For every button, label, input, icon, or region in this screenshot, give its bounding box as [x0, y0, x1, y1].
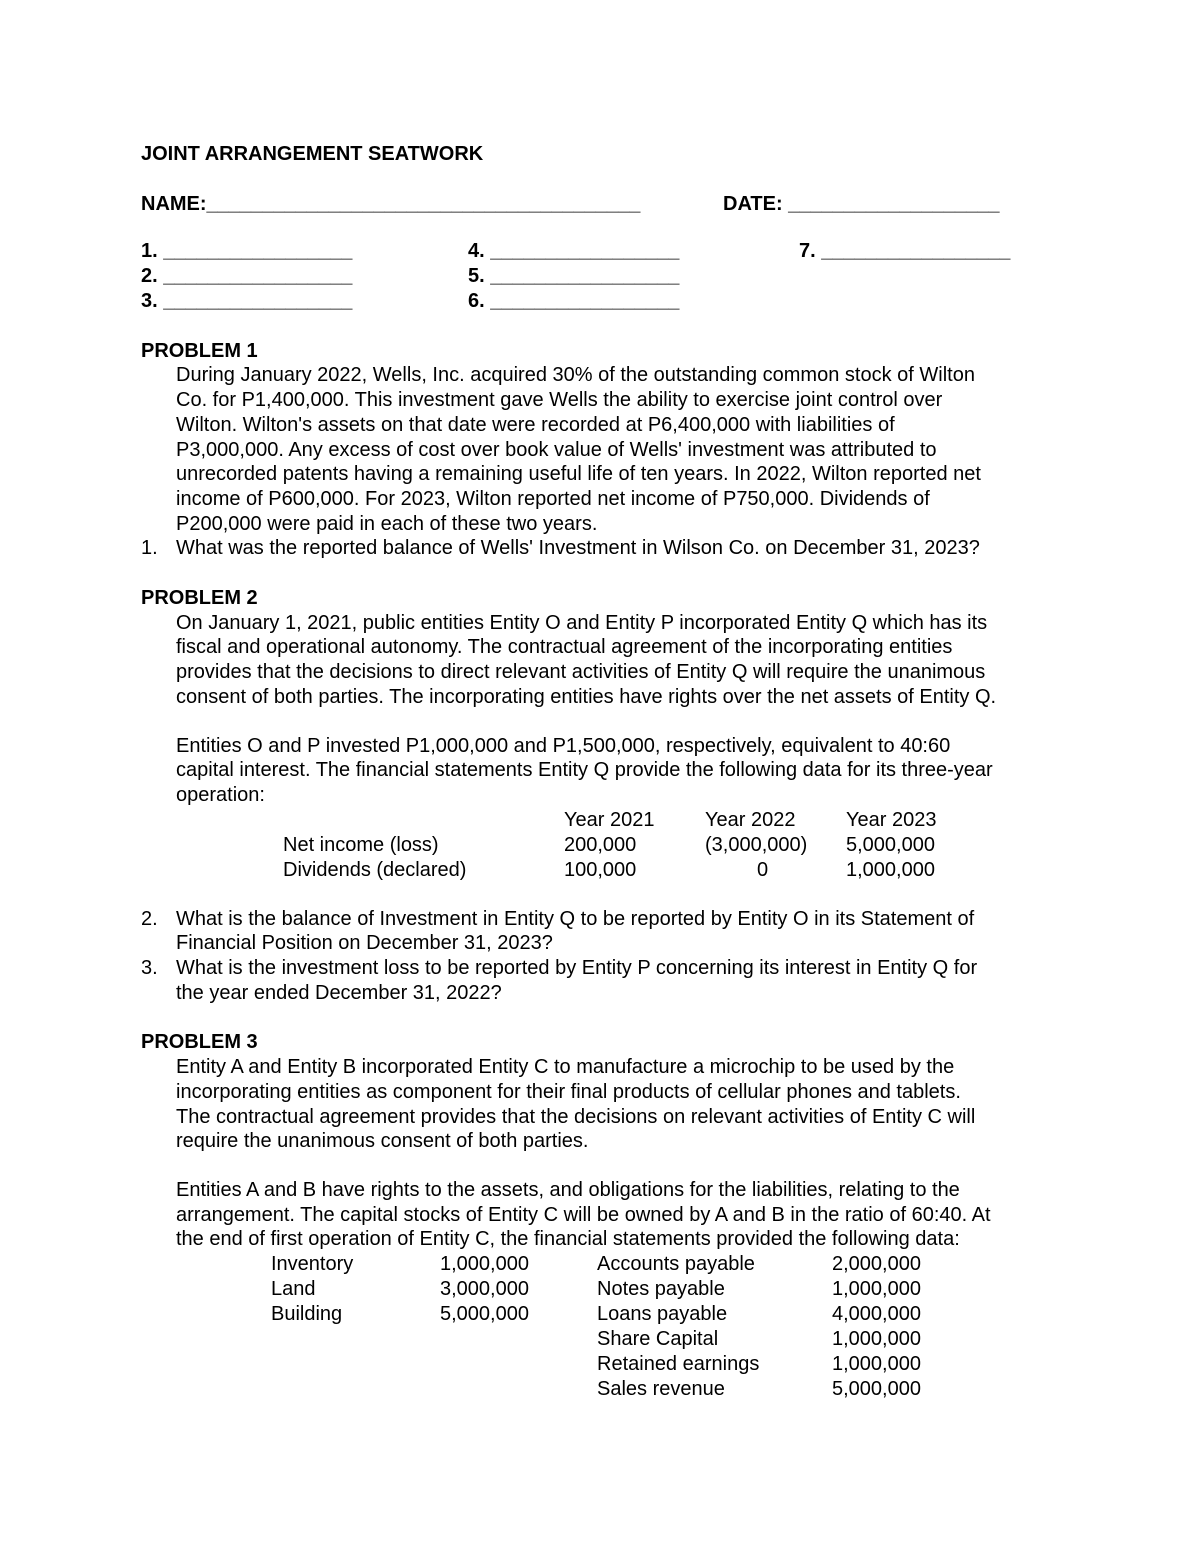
text-line: provides that the decisions to direct relevant activities of Entity Q will require the unanimous	[176, 661, 986, 684]
text-line: fiscal and operational autonomy. The contractual agreement of the incorporating entities	[176, 636, 953, 659]
problem-1-questions	[141, 536, 1071, 561]
table-row	[141, 858, 1071, 883]
table-cell: (3,000,000)	[705, 833, 808, 856]
header-fields	[141, 192, 1071, 217]
text-line: require the unanimous consent of both parties.	[176, 1130, 589, 1153]
question-number: 1.	[141, 537, 158, 560]
problem-1-title: PROBLEM 1	[141, 339, 258, 362]
account-label: Accounts payable	[597, 1253, 755, 1276]
account-value: 1,000,000	[832, 1328, 921, 1351]
column-header: Year 2022	[705, 808, 796, 831]
account-label: Notes payable	[597, 1278, 725, 1301]
problem-3	[141, 1030, 1071, 1402]
column-header: Year 2023	[846, 808, 937, 831]
problem-2-text	[141, 611, 1071, 808]
problem-3-text	[141, 1055, 1071, 1252]
table-row	[141, 1252, 1071, 1277]
seatwork-page	[141, 142, 1071, 1402]
table-cell: 1,000,000	[846, 858, 935, 881]
asset-label: Building	[271, 1303, 343, 1326]
table-row	[141, 1327, 1071, 1352]
problem-2	[141, 586, 1071, 1005]
problem-2-title: PROBLEM 2	[141, 587, 258, 610]
question-line: the year ended December 31, 2022?	[176, 981, 502, 1004]
question-number: 3.	[141, 957, 158, 980]
account-value: 5,000,000	[832, 1378, 921, 1401]
entity-q-table	[141, 808, 1071, 883]
text-line: Entities O and P invested P1,000,000 and P1,500,000, respectively, equivalent to 40:60	[176, 734, 951, 757]
account-value: 4,000,000	[832, 1303, 921, 1326]
question-line: What is the balance of Investment in Entity Q to be reported by Entity O in its Statement of	[176, 907, 975, 930]
text-line: incorporating entities as component for their final products of cellular phones and tablets.	[176, 1080, 961, 1103]
answer-blanks	[141, 239, 1071, 314]
text-line: Co. for P1,400,000. This investment gave Wells the ability to exercise joint control over	[176, 389, 943, 412]
answer-blank-6[interactable]: 6. _________________	[468, 289, 680, 312]
answer-blank-3[interactable]: 3. _________________	[141, 289, 353, 312]
answer-blank-2[interactable]: 2. _________________	[141, 264, 353, 287]
row-label: Net income (loss)	[283, 833, 439, 856]
account-label: Retained earnings	[597, 1353, 760, 1376]
account-label: Share Capital	[597, 1328, 719, 1351]
answer-blank-1[interactable]: 1. _________________	[141, 239, 353, 262]
name-field[interactable]: NAME:_______________________________________	[141, 192, 641, 215]
table-cell: 0	[756, 858, 769, 881]
row-label: Dividends (declared)	[283, 858, 467, 881]
question-line: What was the reported balance of Wells' Investment in Wilson Co. on December 31, 2023?	[176, 537, 980, 560]
text-line: The contractual agreement provides that the decisions on relevant activities of Entity C will	[176, 1105, 976, 1128]
answer-blank-7[interactable]: 7. _________________	[799, 239, 1011, 262]
text-line: Wilton. Wilton's assets on that date were recorded at P6,400,000 with liabilities of	[176, 413, 895, 436]
account-label: Sales revenue	[597, 1378, 725, 1401]
table-row	[141, 1377, 1071, 1402]
question-3	[141, 956, 1071, 1005]
text-line: Entities A and B have rights to the assets, and obligations for the liabilities, relating to the	[176, 1178, 960, 1201]
account-value: 1,000,000	[832, 1278, 921, 1301]
table-cell: 200,000	[564, 833, 637, 856]
question-line: What is the investment loss to be reported by Entity P concerning its interest in Entity Q for	[176, 957, 978, 980]
problem-2-questions	[141, 907, 1071, 1006]
account-value: 1,000,000	[832, 1353, 921, 1376]
table-row	[141, 1352, 1071, 1377]
text-line: income of P600,000. For 2023, Wilton reported net income of P750,000. Dividends of	[176, 487, 930, 510]
text-line: During January 2022, Wells, Inc. acquired 30% of the outstanding common stock of Wilton	[176, 364, 975, 387]
text-line: operation:	[176, 783, 265, 806]
answer-blank-5[interactable]: 5. _________________	[468, 264, 680, 287]
document-title: JOINT ARRANGEMENT SEATWORK	[141, 143, 484, 165]
text-line: On January 1, 2021, public entities Entity O and Entity P incorporated Entity Q which has its	[176, 611, 988, 634]
problem-1	[141, 339, 1071, 561]
table-row	[141, 1277, 1071, 1302]
table-header-row	[141, 808, 1071, 833]
account-label: Loans payable	[597, 1303, 728, 1326]
table-cell: 5,000,000	[846, 833, 935, 856]
text-line: consent of both parties. The incorporating entities have rights over the net assets of Entity Q.	[176, 685, 997, 708]
asset-label: Inventory	[271, 1253, 354, 1276]
account-value: 2,000,000	[832, 1253, 921, 1276]
text-line: arrangement. The capital stocks of Entity C will be owned by A and B in the ratio of 60:40. At	[176, 1203, 991, 1226]
question-number: 2.	[141, 907, 158, 930]
question-line: Financial Position on December 31, 2023?	[176, 932, 553, 955]
question-2	[141, 907, 1071, 956]
column-header: Year 2021	[564, 808, 655, 831]
text-line: unrecorded patents having a remaining useful life of ten years. In 2022, Wilton reported net	[176, 463, 981, 486]
entity-c-balances	[141, 1252, 1071, 1402]
problem-1-text	[141, 363, 1071, 536]
date-field[interactable]: DATE: ___________________	[723, 192, 1000, 215]
text-line: the end of first operation of Entity C, the financial statements provided the following data:	[176, 1228, 960, 1251]
table-cell: 100,000	[564, 858, 637, 881]
question-1	[141, 536, 1071, 561]
asset-value: 5,000,000	[440, 1303, 529, 1326]
asset-value: 3,000,000	[440, 1278, 529, 1301]
answer-blank-4[interactable]: 4. _________________	[468, 239, 680, 262]
asset-value: 1,000,000	[440, 1253, 529, 1276]
text-line: capital interest. The financial statements Entity Q provide the following data for its three-year	[176, 759, 993, 782]
text-line: P3,000,000. Any excess of cost over book value of Wells' investment was attributed to	[176, 438, 937, 461]
table-row	[141, 833, 1071, 858]
problem-3-title: PROBLEM 3	[141, 1031, 258, 1054]
text-line: P200,000 were paid in each of these two years.	[176, 512, 598, 535]
text-line: Entity A and Entity B incorporated Entity C to manufacture a microchip to be used by the	[176, 1056, 955, 1079]
asset-label: Land	[271, 1278, 316, 1301]
table-row	[141, 1302, 1071, 1327]
